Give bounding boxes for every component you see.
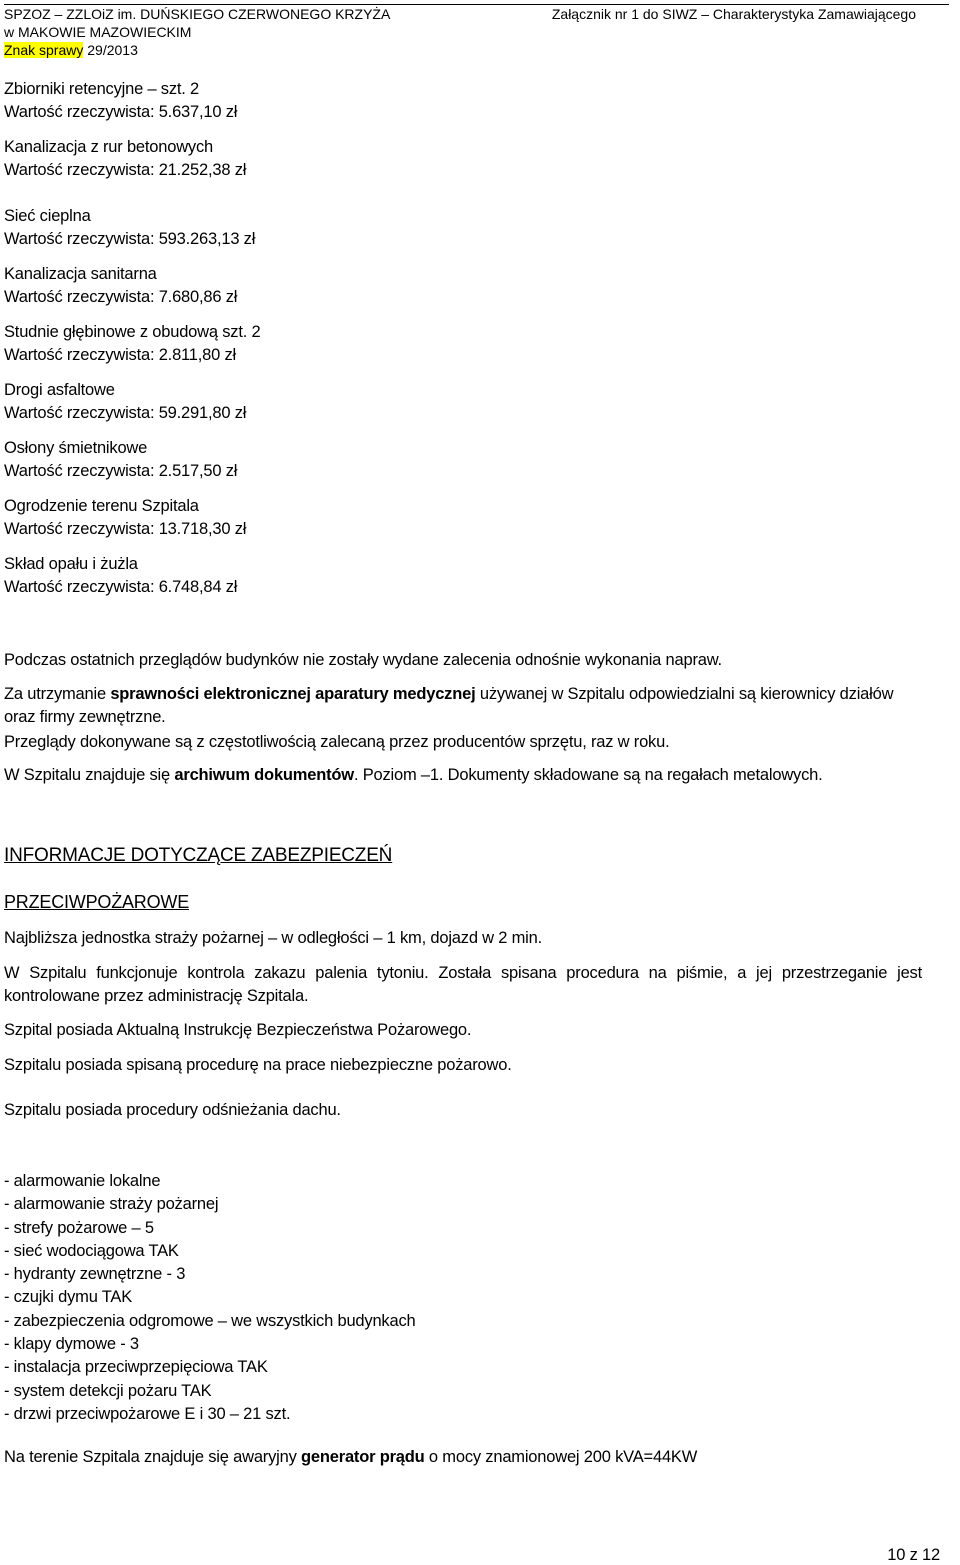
asset-value: Wartość rzeczywista: 593.263,13 zł bbox=[4, 230, 256, 248]
header-case bbox=[4, 42, 138, 58]
page-number: 10 z 12 bbox=[887, 1546, 940, 1564]
asset-name: Kanalizacja z rur betonowych bbox=[4, 138, 214, 156]
asset-value: Wartość rzeczywista: 5.637,10 zł bbox=[4, 103, 238, 121]
inspections-paragraph: Podczas ostatnich przeglądów budynków nie zostały wydane zalecenia odnośnie wykonania napraw. bbox=[4, 651, 722, 669]
header-institution: SPZOZ – ZZLOiZ im. DUŃSKIEGO CZERWONEGO KRZYŻA bbox=[4, 6, 391, 22]
generator-paragraph bbox=[4, 1448, 697, 1467]
list-item: - czujki dymu TAK bbox=[4, 1288, 133, 1307]
asset-value: Wartość rzeczywista: 7.680,86 zł bbox=[4, 288, 238, 306]
asset-name: Drogi asfaltowe bbox=[4, 381, 115, 399]
asset-value: Wartość rzeczywista: 2.811,80 zł bbox=[4, 346, 237, 364]
archive-text: W Szpitalu znajduje się bbox=[4, 766, 175, 784]
list-item: - sieć wodociągowa TAK bbox=[4, 1241, 179, 1260]
list-item: - alarmowanie lokalne bbox=[4, 1172, 161, 1190]
asset-value: Wartość rzeczywista: 21.252,38 zł bbox=[4, 161, 247, 179]
list-item: - instalacja przeciwprzepięciowa TAK bbox=[4, 1358, 268, 1377]
generator-bold: generator prądu bbox=[301, 1448, 425, 1466]
list-item: - klapy dymowe - 3 bbox=[4, 1335, 139, 1354]
asset-name: Zbiorniki retencyjne – szt. 2 bbox=[4, 80, 200, 98]
archive-bold: archiwum dokumentów bbox=[174, 766, 354, 784]
header-case-label: Znak sprawy bbox=[4, 42, 84, 58]
list-item: - drzwi przeciwpożarowe E i 30 – 21 szt. bbox=[4, 1404, 291, 1423]
asset-value: Wartość rzeczywista: 2.517,50 zł bbox=[4, 462, 238, 480]
asset-name: Skład opału i żużla bbox=[4, 555, 138, 573]
header-institution-city: w MAKOWIE MAZOWIECKIM bbox=[4, 24, 192, 40]
fire-paragraph: Szpitalu posiada spisaną procedurę na prace niebezpieczne pożarowo. bbox=[4, 1056, 512, 1074]
list-item: - zabezpieczenia odgromowe – we wszystkich budynkach bbox=[4, 1311, 416, 1330]
equipment-bold: sprawności elektronicznej aparatury medycznej bbox=[110, 685, 476, 703]
asset-value: Wartość rzeczywista: 6.748,84 zł bbox=[4, 578, 238, 596]
header-rule bbox=[4, 4, 949, 5]
header-case-number: 29/2013 bbox=[87, 42, 138, 58]
fire-paragraph: Szpitalu posiada procedury odśnieżania dachu. bbox=[4, 1101, 341, 1119]
list-item: - strefy pożarowe – 5 bbox=[4, 1218, 154, 1237]
fire-paragraph: Szpital posiada Aktualną Instrukcję Bezpieczeństwa Pożarowego. bbox=[4, 1021, 472, 1039]
header-attachment: Załącznik nr 1 do SIWZ – Charakterystyka Zamawiającego bbox=[551, 6, 916, 22]
fire-paragraph: Najbliższa jednostka straży pożarnej – w odległości – 1 km, dojazd w 2 min. bbox=[4, 929, 543, 947]
fire-protection-list bbox=[4, 1170, 415, 1426]
archive-paragraph bbox=[4, 766, 823, 785]
asset-name: Osłony śmietnikowe bbox=[4, 439, 148, 457]
equipment-text: Za utrzymanie bbox=[4, 685, 111, 703]
subsection-title: PRZECIWPOŻAROWE bbox=[4, 892, 189, 912]
asset-name: Studnie głębinowe z obudową szt. 2 bbox=[4, 323, 261, 341]
asset-name: Kanalizacja sanitarna bbox=[4, 265, 157, 283]
section-title: INFORMACJE DOTYCZĄCE ZABEZPIECZEŃ bbox=[4, 845, 393, 866]
asset-name: Sieć cieplna bbox=[4, 207, 91, 225]
asset-value: Wartość rzeczywista: 59.291,80 zł bbox=[4, 404, 247, 422]
generator-text: Na terenie Szpitala znajduje się awaryjny bbox=[4, 1448, 302, 1466]
equipment-text-end: używanej w Szpitalu odpowiedzialni są kierownicy działów oraz firmy zewnętrzne. bbox=[4, 685, 894, 726]
asset-name: Ogrodzenie terenu Szpitala bbox=[4, 497, 199, 515]
service-paragraph: Przeglądy dokonywane są z częstotliwością zalecaną przez producentów sprzętu, raz w roku. bbox=[4, 733, 670, 751]
asset-value: Wartość rzeczywista: 13.718,30 zł bbox=[4, 520, 247, 538]
equipment-paragraph bbox=[4, 683, 922, 729]
list-item: - system detekcji pożaru TAK bbox=[4, 1381, 212, 1400]
archive-text-end: . Poziom –1. Dokumenty składowane są na regałach metalowych. bbox=[353, 766, 823, 784]
list-item: - alarmowanie straży pożarnej bbox=[4, 1195, 219, 1214]
list-item: - hydranty zewnętrzne - 3 bbox=[4, 1265, 186, 1284]
fire-paragraph: W Szpitalu funkcjonuje kontrola zakazu palenia tytoniu. Została spisana procedura na piśmie, a jej przestrzeganie jest kontrolowane przez administrację Szpitala. bbox=[4, 964, 922, 1005]
generator-text-end: o mocy znamionowej 200 kVA=44KW bbox=[424, 1448, 698, 1466]
